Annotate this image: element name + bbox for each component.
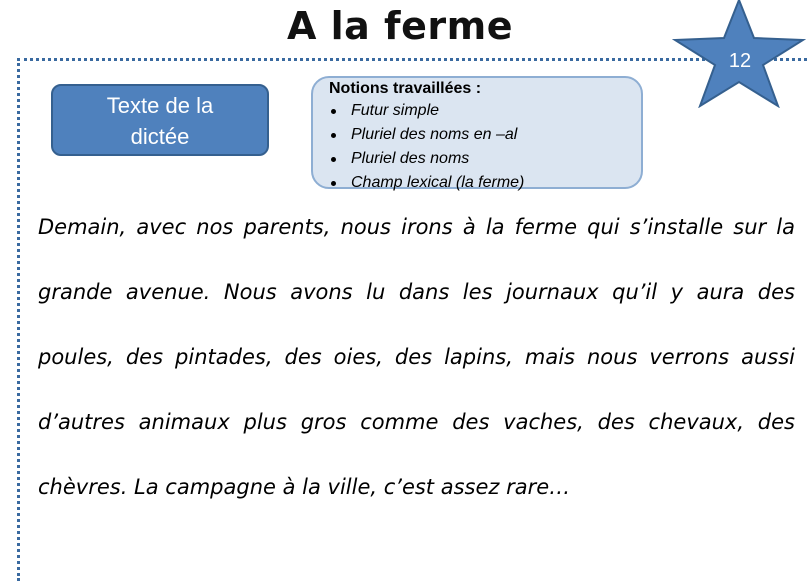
page-title: A la ferme — [287, 4, 513, 48]
notions-list — [329, 99, 641, 195]
page-number-badge: 12 — [728, 50, 752, 72]
dictation-line: Demain, avec nos parents, nous irons à la ferme qui s’installe sur la — [38, 215, 795, 239]
dictee-text-button[interactable] — [51, 84, 269, 156]
dictation-line: grande avenue. Nous avons lu dans les journaux qu’il y aura des — [38, 280, 795, 304]
dictation-line: chèvres. La campagne à la ville, c’est assez rare… — [38, 475, 571, 499]
notion-item: Pluriel des noms — [329, 147, 641, 171]
notion-item: Futur simple — [329, 99, 641, 123]
notions-box — [311, 76, 643, 189]
notion-item: Pluriel des noms en –al — [329, 123, 641, 147]
dictee-button-line2: dictée — [130, 124, 190, 149]
dictee-button-line1: Texte de la — [106, 93, 214, 118]
dictation-text — [38, 205, 795, 530]
dictation-line: d’autres animaux plus gros comme des vaches, des chevaux, des — [38, 410, 795, 434]
dictation-line: poules, des pintades, des oies, des lapins, mais nous verrons aussi — [38, 345, 795, 369]
notion-item: Champ lexical (la ferme) — [329, 171, 641, 195]
notions-heading: Notions travaillées : — [329, 80, 482, 97]
